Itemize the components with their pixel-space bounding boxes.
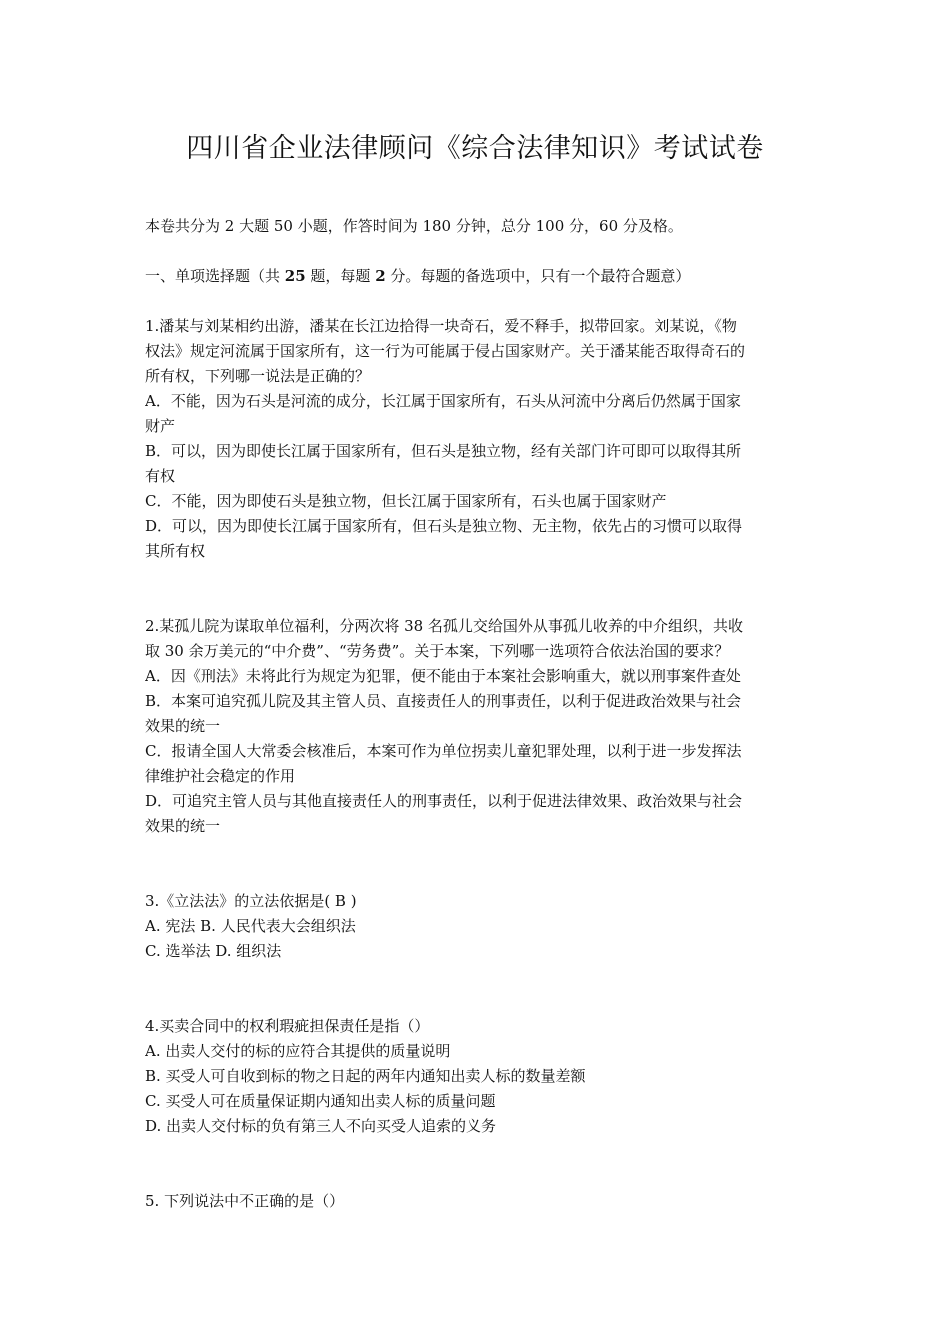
question-3-option: A. 宪法 B. 人民代表大会组织法 [145,917,356,935]
question-2-line: 2.某孤儿院为谋取单位福利，分两次将 38 名孤儿交给国外从事孤儿收养的中介组织，共收 [145,617,743,635]
question-count: 25 [284,267,306,285]
exam-intro: 本卷共分为 2 大题 50 小题，作答时间为 180 分钟，总分 100 分，60 分及格。 [145,217,683,235]
section-heading-suffix: 分。每题的备选项中，只有一个最符合题意） [385,267,691,285]
question-3-option: C. 选举法 D. 组织法 [145,942,282,960]
question-1-option: 财产 [145,417,176,435]
question-1-option: B．可以，因为即使长江属于国家所有，但石头是独立物，经有关部门许可即可以取得其所 [145,442,742,460]
question-1-option: D．可以，因为即使长江属于国家所有，但石头是独立物、无主物，依先占的习惯可以取得 [145,517,743,535]
question-4-option: A. 出卖人交付的标的应符合其提供的质量说明 [145,1042,451,1060]
section-heading-mid: 题，每题 [305,267,376,285]
question-4-option: C. 买受人可在质量保证期内通知出卖人标的质量问题 [145,1092,496,1110]
question-4-option: B. 买受人可自收到标的物之日起的两年内通知出卖人标的数量差额 [145,1067,586,1085]
question-4-option: D. 出卖人交付标的负有第三人不向买受人追索的义务 [145,1117,497,1135]
page-title: 四川省企业法律顾问《综合法律知识》考试试卷 [186,133,764,164]
points-per-question: 2 [375,267,386,285]
question-1-option: C．不能，因为即使石头是独立物，但长江属于国家所有，石头也属于国家财产 [145,492,667,510]
question-2-option: 效果的统一 [145,817,221,835]
section-heading [145,264,810,288]
question-1-line: 1.潘某与刘某相约出游，潘某在长江边拾得一块奇石，爱不释手，拟带回家。刘某说，《物 [145,317,737,335]
question-2-option: B．本案可追究孤儿院及其主管人员、直接责任人的刑事责任，以利于促进政治效果与社会 [145,692,742,710]
question-1-option: 有权 [145,467,176,485]
question-2-option: 效果的统一 [145,717,221,735]
question-2-option: 律维护社会稳定的作用 [145,767,296,785]
section-heading-prefix: 一、单项选择题（共 [145,267,285,285]
question-3-line: 3.《立法法》的立法依据是( B ) [145,892,357,910]
question-4-line: 4.买卖合同中的权利瑕疵担保责任是指（） [145,1017,430,1035]
question-5-line: 5. 下列说法中不正确的是（） [145,1192,345,1210]
question-2-option: A．因《刑法》未将此行为规定为犯罪，便不能由于本案社会影响重大，就以刑事案件查处 [145,667,741,685]
question-1-option: 其所有权 [145,542,206,560]
question-2-line: 取 30 余万美元的“中介费”、“劳务费”。关于本案，下列哪一选项符合依法治国的要求？ [145,642,730,660]
question-1-line: 所有权，下列哪一说法是正确的？ [145,367,371,385]
question-1-line: 权法》规定河流属于国家所有，这一行为可能属于侵占国家财产。关于潘某能否取得奇石的 [145,342,746,360]
question-1-option: A．不能，因为石头是河流的成分，长江属于国家所有，石头从河流中分离后仍然属于国家 [145,392,741,410]
question-2-option: D．可追究主管人员与其他直接责任人的刑事责任，以利于促进法律效果、政治效果与社会 [145,792,743,810]
question-2-option: C．报请全国人大常委会核准后，本案可作为单位拐卖儿童犯罪处理，以利于进一步发挥法 [145,742,742,760]
